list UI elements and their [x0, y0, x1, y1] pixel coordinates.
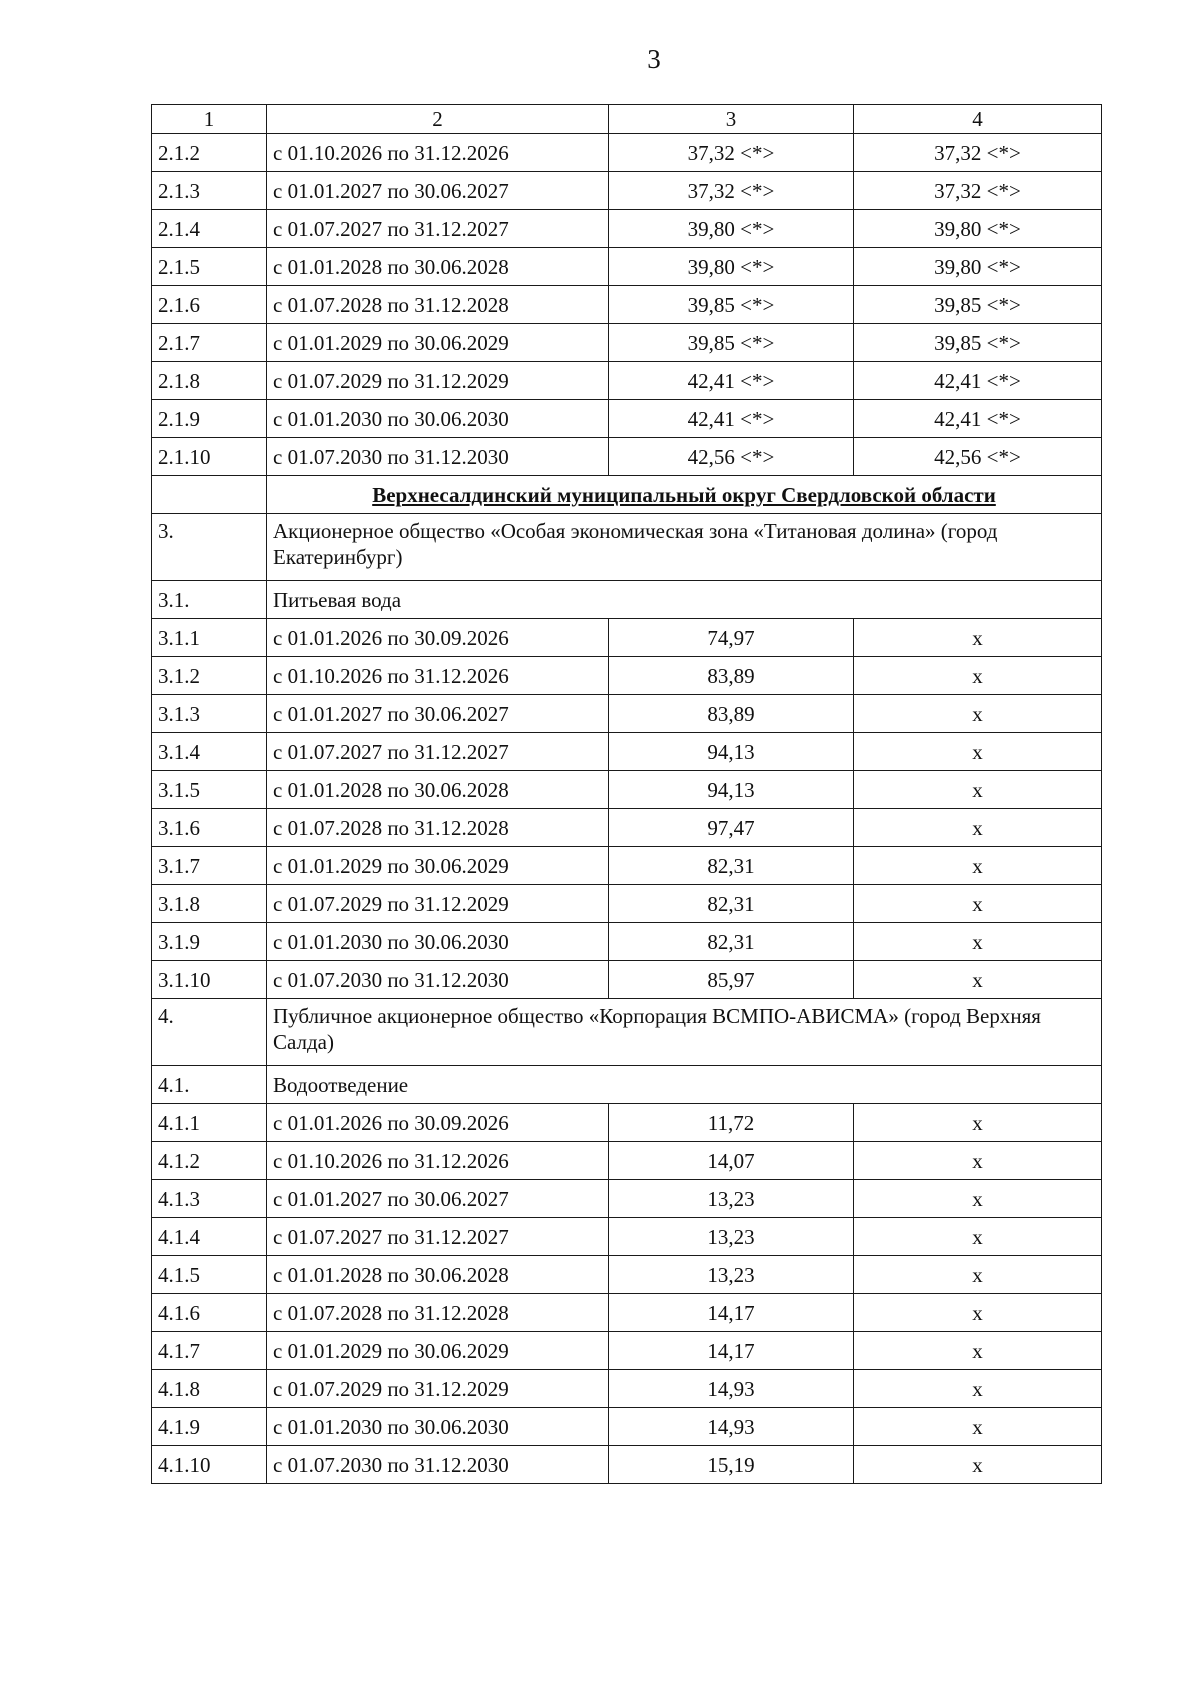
table-header-row [152, 105, 1102, 134]
table-row [152, 961, 1102, 999]
row-value-col4: х [854, 961, 1102, 999]
table-row [152, 809, 1102, 847]
service-name: Водоотведение [267, 1066, 1102, 1104]
row-value-col3: 82,31 [609, 923, 854, 961]
row-value-col4: х [854, 1332, 1102, 1370]
service-name: Питьевая вода [267, 581, 1102, 619]
row-period: с 01.07.2028 по 31.12.2028 [267, 1294, 609, 1332]
row-period: с 01.10.2026 по 31.12.2026 [267, 134, 609, 172]
row-code: 3.1.5 [152, 771, 267, 809]
table-row [152, 210, 1102, 248]
row-value-col4: 39,80 <*> [854, 248, 1102, 286]
row-value-col4: 37,32 <*> [854, 134, 1102, 172]
row-value-col4: х [854, 1408, 1102, 1446]
row-code: 4.1.9 [152, 1408, 267, 1446]
row-value-col3: 37,32 <*> [609, 172, 854, 210]
organization-name: Акционерное общество «Особая экономическая зона «Титановая долина» (город Екатеринбург) [267, 514, 1102, 581]
row-period: с 01.01.2030 по 30.06.2030 [267, 1408, 609, 1446]
row-value-col3: 13,23 [609, 1218, 854, 1256]
row-value-col4: 37,32 <*> [854, 172, 1102, 210]
service-code: 3.1. [152, 581, 267, 619]
row-value-col4: 42,41 <*> [854, 362, 1102, 400]
row-value-col4: х [854, 1294, 1102, 1332]
organization-row [152, 514, 1102, 581]
table-row [152, 847, 1102, 885]
column-header: 2 [267, 105, 609, 134]
row-value-col3: 14,07 [609, 1142, 854, 1180]
row-period: с 01.07.2027 по 31.12.2027 [267, 733, 609, 771]
row-period: с 01.01.2027 по 30.06.2027 [267, 1180, 609, 1218]
table-row [152, 1446, 1102, 1484]
table-row [152, 1370, 1102, 1408]
row-value-col3: 15,19 [609, 1446, 854, 1484]
table-row [152, 438, 1102, 476]
row-code: 2.1.5 [152, 248, 267, 286]
row-code: 4.1.5 [152, 1256, 267, 1294]
row-period: с 01.01.2026 по 30.09.2026 [267, 1104, 609, 1142]
table-row [152, 619, 1102, 657]
row-value-col3: 39,85 <*> [609, 324, 854, 362]
row-code: 3.1.6 [152, 809, 267, 847]
row-code: 2.1.9 [152, 400, 267, 438]
row-period: с 01.07.2029 по 31.12.2029 [267, 885, 609, 923]
table-row [152, 324, 1102, 362]
table-row [152, 657, 1102, 695]
row-value-col4: 39,85 <*> [854, 286, 1102, 324]
row-period: с 01.07.2027 по 31.12.2027 [267, 210, 609, 248]
row-period: с 01.01.2029 по 30.06.2029 [267, 324, 609, 362]
row-period: с 01.01.2029 по 30.06.2029 [267, 847, 609, 885]
row-value-col3: 74,97 [609, 619, 854, 657]
row-code: 2.1.3 [152, 172, 267, 210]
row-period: с 01.07.2030 по 31.12.2030 [267, 961, 609, 999]
row-value-col4: х [854, 809, 1102, 847]
row-code: 3.1.3 [152, 695, 267, 733]
row-period: с 01.07.2029 по 31.12.2029 [267, 1370, 609, 1408]
page-number: 3 [647, 44, 661, 74]
row-value-col3: 85,97 [609, 961, 854, 999]
row-value-col3: 14,17 [609, 1294, 854, 1332]
row-code: 3.1.9 [152, 923, 267, 961]
table-row [152, 400, 1102, 438]
row-code: 4.1.4 [152, 1218, 267, 1256]
row-value-col3: 11,72 [609, 1104, 854, 1142]
row-value-col3: 82,31 [609, 847, 854, 885]
row-code: 3.1.10 [152, 961, 267, 999]
row-code: 4.1.2 [152, 1142, 267, 1180]
row-value-col3: 14,93 [609, 1370, 854, 1408]
row-period: с 01.10.2026 по 31.12.2026 [267, 657, 609, 695]
table-row [152, 1332, 1102, 1370]
row-code: 4.1.10 [152, 1446, 267, 1484]
row-value-col3: 94,13 [609, 771, 854, 809]
table-row [152, 362, 1102, 400]
row-value-col3: 39,80 <*> [609, 210, 854, 248]
row-code: 4.1.8 [152, 1370, 267, 1408]
service-code: 4.1. [152, 1066, 267, 1104]
row-code: 2.1.6 [152, 286, 267, 324]
row-code: 4.1.3 [152, 1180, 267, 1218]
row-value-col4: х [854, 657, 1102, 695]
row-value-col4: х [854, 733, 1102, 771]
row-period: с 01.01.2030 по 30.06.2030 [267, 400, 609, 438]
row-value-col4: х [854, 847, 1102, 885]
row-value-col3: 39,80 <*> [609, 248, 854, 286]
row-period: с 01.01.2030 по 30.06.2030 [267, 923, 609, 961]
row-value-col4: х [854, 885, 1102, 923]
organization-code: 3. [152, 514, 267, 581]
row-code: 3.1.1 [152, 619, 267, 657]
table-row [152, 1294, 1102, 1332]
column-header: 1 [152, 105, 267, 134]
row-period: с 01.01.2028 по 30.06.2028 [267, 1256, 609, 1294]
row-code: 2.1.4 [152, 210, 267, 248]
row-value-col4: х [854, 619, 1102, 657]
row-code: 3.1.8 [152, 885, 267, 923]
row-value-col4: х [854, 923, 1102, 961]
table-row [152, 885, 1102, 923]
district-code-empty [152, 476, 267, 514]
row-value-col4: х [854, 1142, 1102, 1180]
table-row [152, 733, 1102, 771]
table-row [152, 172, 1102, 210]
tariff-table [151, 104, 1102, 1484]
row-value-col3: 37,32 <*> [609, 134, 854, 172]
column-header: 4 [854, 105, 1102, 134]
row-value-col4: 39,85 <*> [854, 324, 1102, 362]
row-value-col4: 42,56 <*> [854, 438, 1102, 476]
row-code: 2.1.10 [152, 438, 267, 476]
table-row [152, 771, 1102, 809]
row-period: с 01.10.2026 по 31.12.2026 [267, 1142, 609, 1180]
row-period: с 01.07.2027 по 31.12.2027 [267, 1218, 609, 1256]
row-period: с 01.01.2027 по 30.06.2027 [267, 695, 609, 733]
row-code: 2.1.7 [152, 324, 267, 362]
table-row [152, 1104, 1102, 1142]
row-code: 3.1.2 [152, 657, 267, 695]
table-row [152, 695, 1102, 733]
row-value-col3: 83,89 [609, 657, 854, 695]
organization-row [152, 999, 1102, 1066]
row-code: 2.1.2 [152, 134, 267, 172]
row-period: с 01.01.2029 по 30.06.2029 [267, 1332, 609, 1370]
row-value-col4: 39,80 <*> [854, 210, 1102, 248]
row-period: с 01.07.2029 по 31.12.2029 [267, 362, 609, 400]
row-value-col3: 13,23 [609, 1180, 854, 1218]
table-row [152, 286, 1102, 324]
row-value-col4: х [854, 1180, 1102, 1218]
organization-name: Публичное акционерное общество «Корпорация ВСМПО-АВИСМА» (город Верхняя Салда) [267, 999, 1102, 1066]
row-value-col3: 83,89 [609, 695, 854, 733]
row-value-col3: 39,85 <*> [609, 286, 854, 324]
row-value-col3: 94,13 [609, 733, 854, 771]
row-value-col4: х [854, 771, 1102, 809]
row-value-col4: х [854, 1218, 1102, 1256]
table-row [152, 1142, 1102, 1180]
column-header: 3 [609, 105, 854, 134]
table-row [152, 1180, 1102, 1218]
row-period: с 01.01.2026 по 30.09.2026 [267, 619, 609, 657]
row-code: 4.1.1 [152, 1104, 267, 1142]
row-value-col4: х [854, 1256, 1102, 1294]
row-value-col3: 82,31 [609, 885, 854, 923]
row-value-col4: х [854, 1446, 1102, 1484]
table-row [152, 134, 1102, 172]
row-value-col3: 97,47 [609, 809, 854, 847]
row-value-col3: 42,41 <*> [609, 400, 854, 438]
table-row [152, 923, 1102, 961]
service-row [152, 581, 1102, 619]
row-period: с 01.07.2030 по 31.12.2030 [267, 1446, 609, 1484]
service-row [152, 1066, 1102, 1104]
table-row [152, 1408, 1102, 1446]
row-period: с 01.01.2028 по 30.06.2028 [267, 771, 609, 809]
row-code: 4.1.6 [152, 1294, 267, 1332]
row-value-col4: х [854, 1370, 1102, 1408]
row-period: с 01.07.2028 по 31.12.2028 [267, 286, 609, 324]
row-period: с 01.07.2030 по 31.12.2030 [267, 438, 609, 476]
row-value-col4: х [854, 1104, 1102, 1142]
organization-code: 4. [152, 999, 267, 1066]
row-value-col3: 14,17 [609, 1332, 854, 1370]
row-code: 3.1.4 [152, 733, 267, 771]
row-value-col4: 42,41 <*> [854, 400, 1102, 438]
row-period: с 01.07.2028 по 31.12.2028 [267, 809, 609, 847]
row-value-col3: 42,41 <*> [609, 362, 854, 400]
row-code: 3.1.7 [152, 847, 267, 885]
row-period: с 01.01.2028 по 30.06.2028 [267, 248, 609, 286]
row-value-col3: 13,23 [609, 1256, 854, 1294]
row-value-col4: х [854, 695, 1102, 733]
row-code: 2.1.8 [152, 362, 267, 400]
district-row [152, 476, 1102, 514]
row-value-col3: 42,56 <*> [609, 438, 854, 476]
row-code: 4.1.7 [152, 1332, 267, 1370]
table-row [152, 1256, 1102, 1294]
table-row [152, 1218, 1102, 1256]
row-value-col3: 14,93 [609, 1408, 854, 1446]
table-row [152, 248, 1102, 286]
district-title: Верхнесалдинский муниципальный округ Свердловской области [267, 476, 1102, 514]
row-period: с 01.01.2027 по 30.06.2027 [267, 172, 609, 210]
